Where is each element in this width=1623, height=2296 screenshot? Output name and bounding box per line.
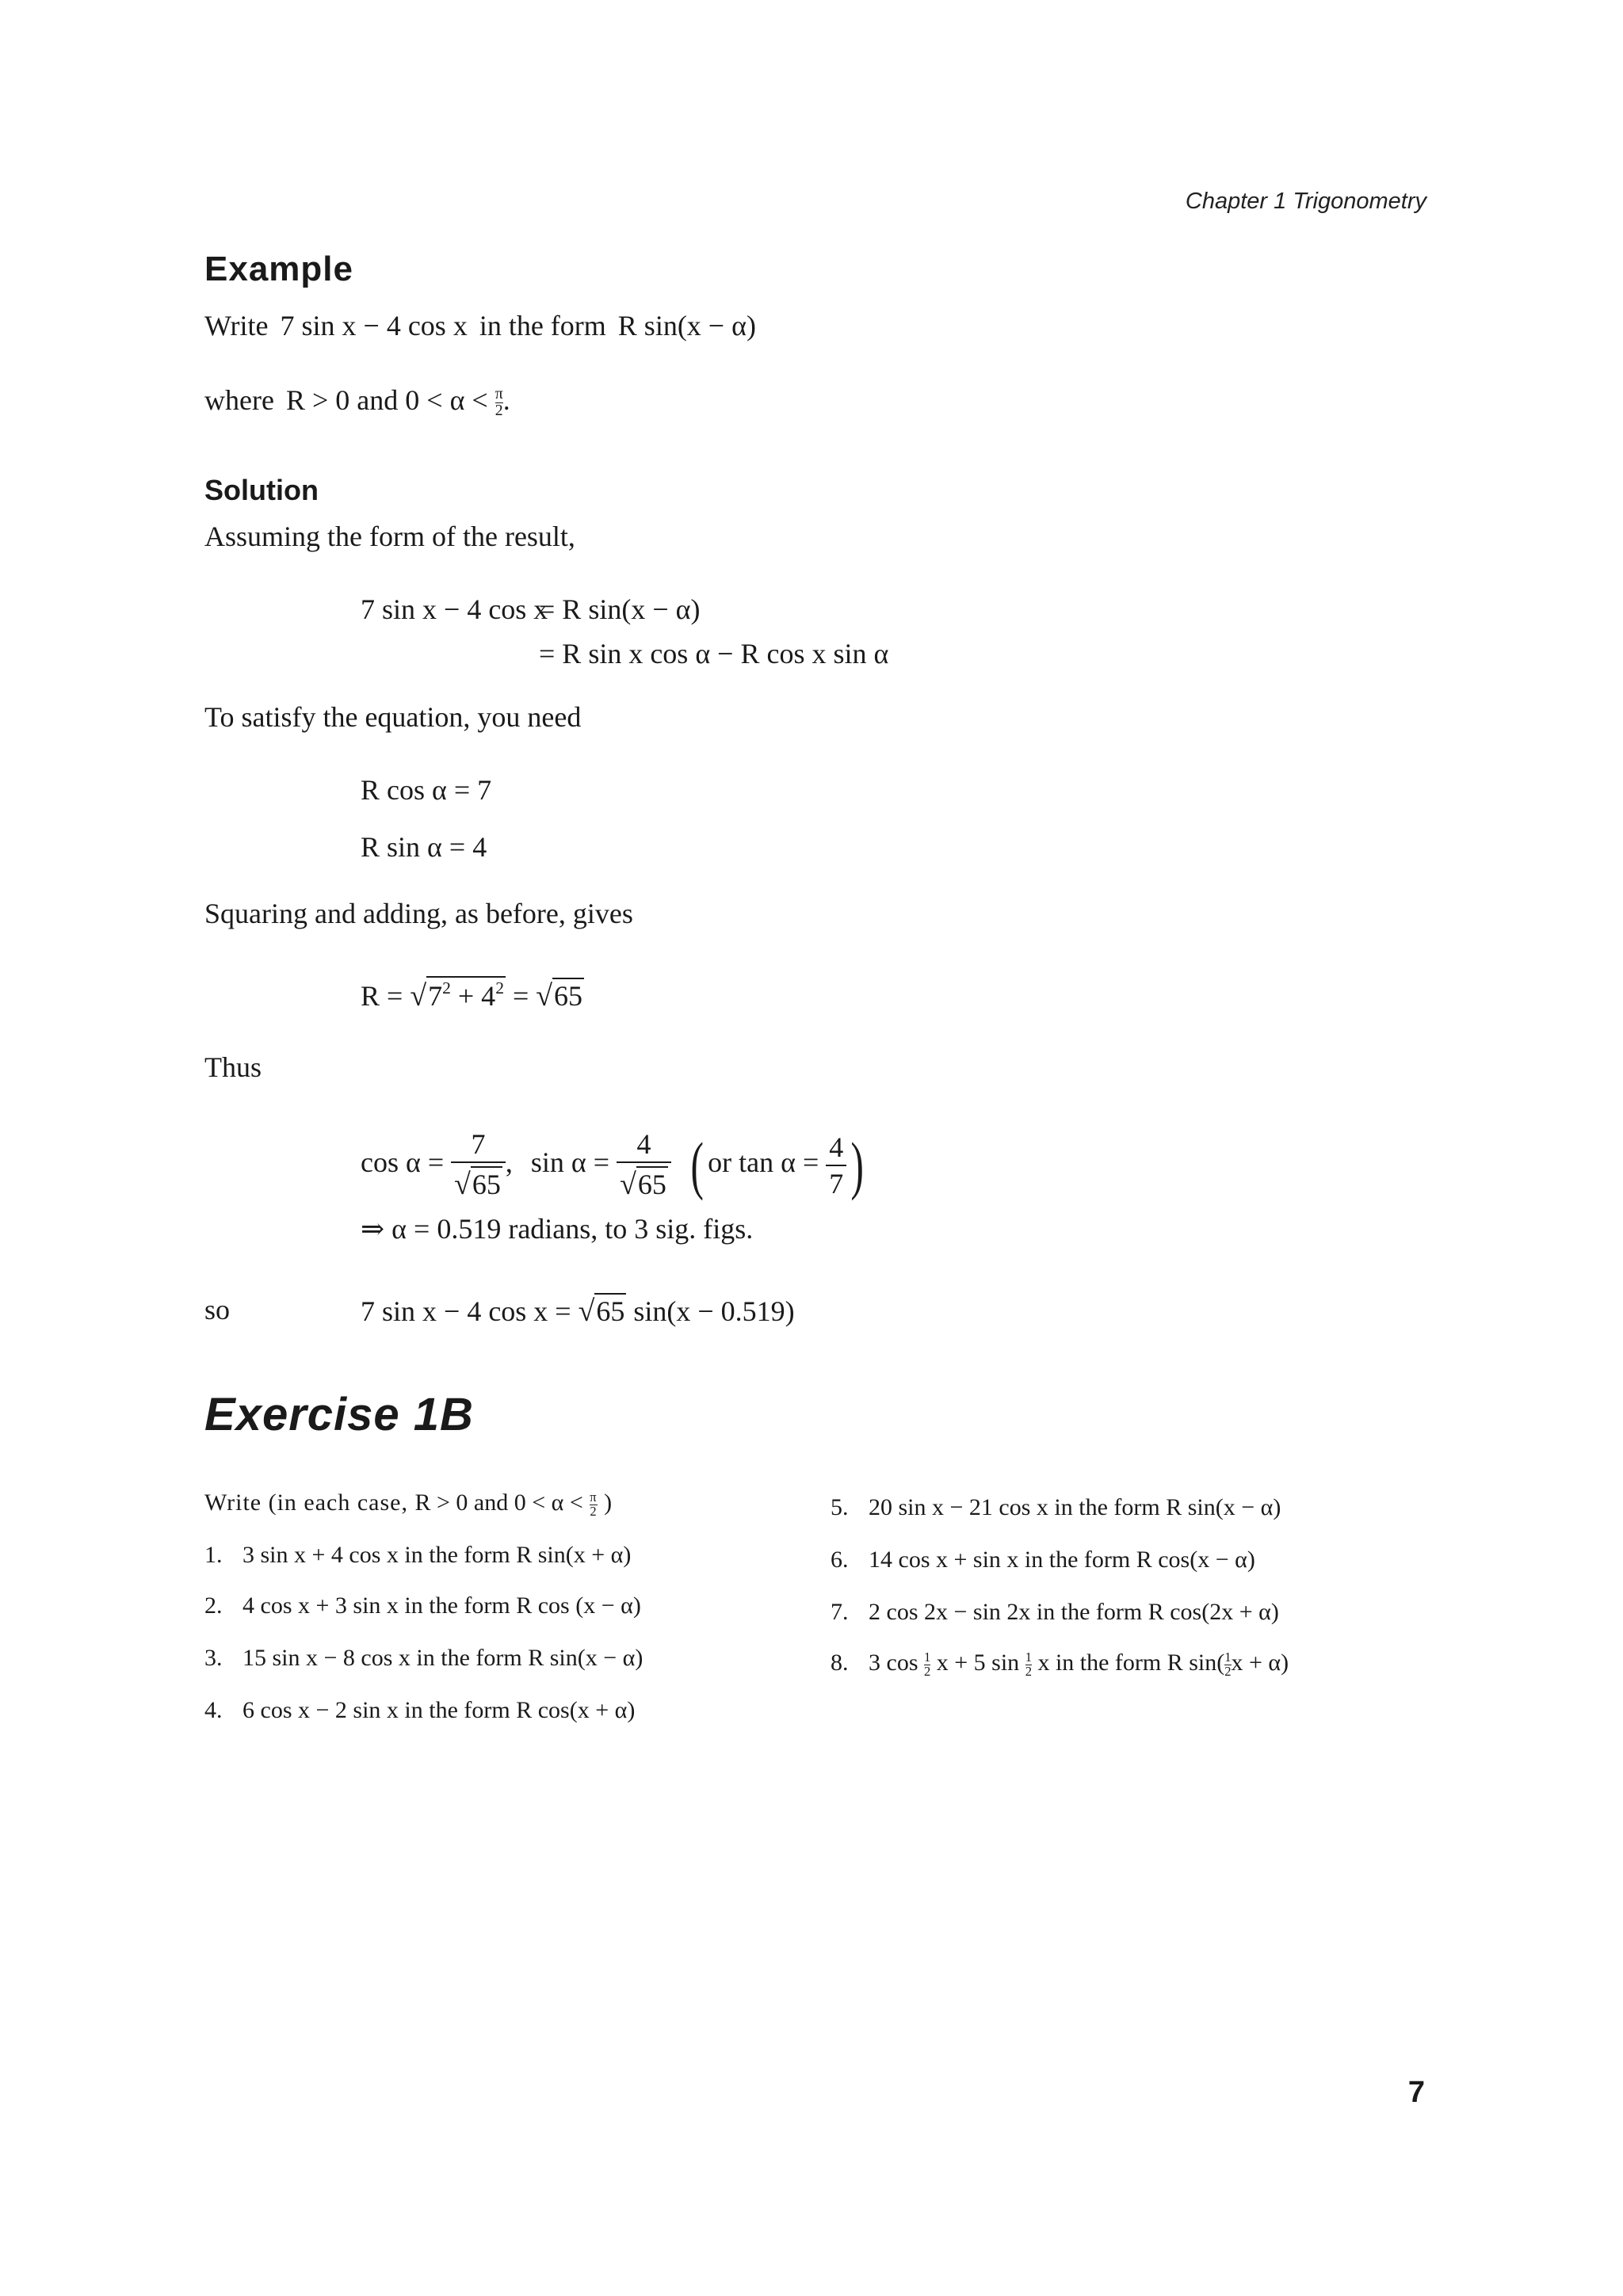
prompt-prefix: Write [204, 310, 269, 341]
prompt-form: R sin(x − α) [617, 310, 756, 341]
exercise-item-3: 3. 15 sin x − 8 cos x in the form R sin(x − α) [204, 1645, 643, 1671]
example-heading: Example [204, 250, 353, 288]
radical-sign: √ [410, 979, 427, 1013]
tan-fraction: $\frac{4}{7}$ [826, 1133, 846, 1198]
final-rhs: sin(x − 0.519) [633, 1295, 795, 1327]
radicand: $7^2 + 4^2$ [426, 976, 506, 1013]
r-equals: = [512, 980, 529, 1013]
period: . [502, 384, 510, 416]
solution-heading: Solution [204, 474, 319, 506]
alpha-result: ⇒ α = 0.519 radians, to 3 sig. figs. [361, 1213, 754, 1245]
sin-lhs: sin α = [530, 1146, 610, 1179]
exercise-item-2: 2. 4 cos x + 3 sin x in the form R cos (x − α) [204, 1592, 641, 1619]
condition-cos: R cos α = 7 [361, 774, 492, 806]
half-fraction: $\frac{1}{2}$ [1224, 1650, 1232, 1679]
half-fraction: $\frac{1}{2}$ [1025, 1650, 1032, 1679]
exercise-heading: Exercise 1B [204, 1389, 474, 1440]
and-label: and [357, 384, 399, 416]
example-condition [204, 383, 510, 419]
left-paren: ( [690, 1128, 704, 1201]
exercise-item-5: 5. 20 sin x − 21 cos x in the form R sin(x − α) [831, 1494, 1281, 1520]
r-value: 65 [552, 978, 584, 1013]
instruction-condition: R > 0 and 0 < α < [414, 1489, 583, 1516]
cos-lhs: cos α = [361, 1146, 445, 1179]
thus-text: Thus [204, 1051, 262, 1083]
condition-alpha: 0 < α < [405, 384, 488, 416]
condition-r: R > 0 [285, 384, 350, 416]
exercise-item-1: 1. 3 sin x + 4 cos x in the form R sin(x + α) [204, 1542, 632, 1568]
solution-intro: Assuming the form of the result, [204, 521, 575, 552]
prompt-mid: in the form [479, 310, 606, 341]
running-head: Chapter 1 Trigonometry [1185, 189, 1426, 214]
example-prompt [204, 309, 756, 342]
exercise-item-6: 6. 14 cos x + sin x in the form R cos(x − α) [831, 1547, 1255, 1573]
squaring-text: Squaring and adding, as before, gives [204, 898, 633, 929]
comma: , [505, 1146, 513, 1179]
final-lhs: 7 sin x − 4 cos x = [361, 1295, 571, 1327]
equation-lhs: 7 sin x − 4 cos x [361, 593, 548, 625]
satisfy-text: To satisfy the equation, you need [204, 701, 582, 733]
condition-sin: R sin α = 4 [361, 831, 487, 863]
final-sqrt: 65 [594, 1293, 626, 1328]
instruction-suffix: ) [604, 1489, 613, 1516]
half-fraction: $\frac{1}{2}$ [924, 1650, 931, 1679]
final-result [361, 1293, 795, 1329]
where-label: where [204, 384, 274, 416]
page-number: 7 [1407, 2076, 1425, 2109]
cos-fraction: $\frac{7}{√65}$ [451, 1130, 506, 1201]
tan-lhs: or tan α = [708, 1146, 819, 1179]
pi-over-two: $\frac{\pi}{2}$ [495, 385, 503, 420]
equation-rhs-1: = R sin(x − α) [539, 593, 701, 625]
exercise-item-8: 8. 3 cos $\frac{1}{2}$ x + 5 sin $\frac{1}{2}$ x in the form R sin( $\frac{1}{2}$ x + α) [831, 1650, 1289, 1679]
instruction-prefix: Write (in each case, [204, 1489, 408, 1516]
right-paren: ) [850, 1128, 865, 1201]
so-label: so [204, 1294, 231, 1325]
r-equation [361, 976, 584, 1013]
prompt-expression: 7 sin x − 4 cos x [280, 310, 468, 341]
radical-sign: √ [536, 979, 553, 1013]
equation-rhs-2: = R sin x cos α − R cos x sin α [539, 638, 889, 669]
radical-sign: √ [578, 1295, 595, 1328]
r-lhs: R = [361, 980, 403, 1013]
exercise-item-4: 4. 6 cos x − 2 sin x in the form R cos(x + α) [204, 1697, 636, 1723]
exercise-instruction [204, 1489, 613, 1518]
trig-ratios [361, 1130, 869, 1201]
sin-fraction: $\frac{4}{√65}$ [617, 1130, 671, 1201]
pi-over-two: $\frac{\pi}{2}$ [590, 1489, 598, 1519]
exercise-item-7: 7. 2 cos 2x − sin 2x in the form R cos(2x + α) [831, 1599, 1279, 1625]
